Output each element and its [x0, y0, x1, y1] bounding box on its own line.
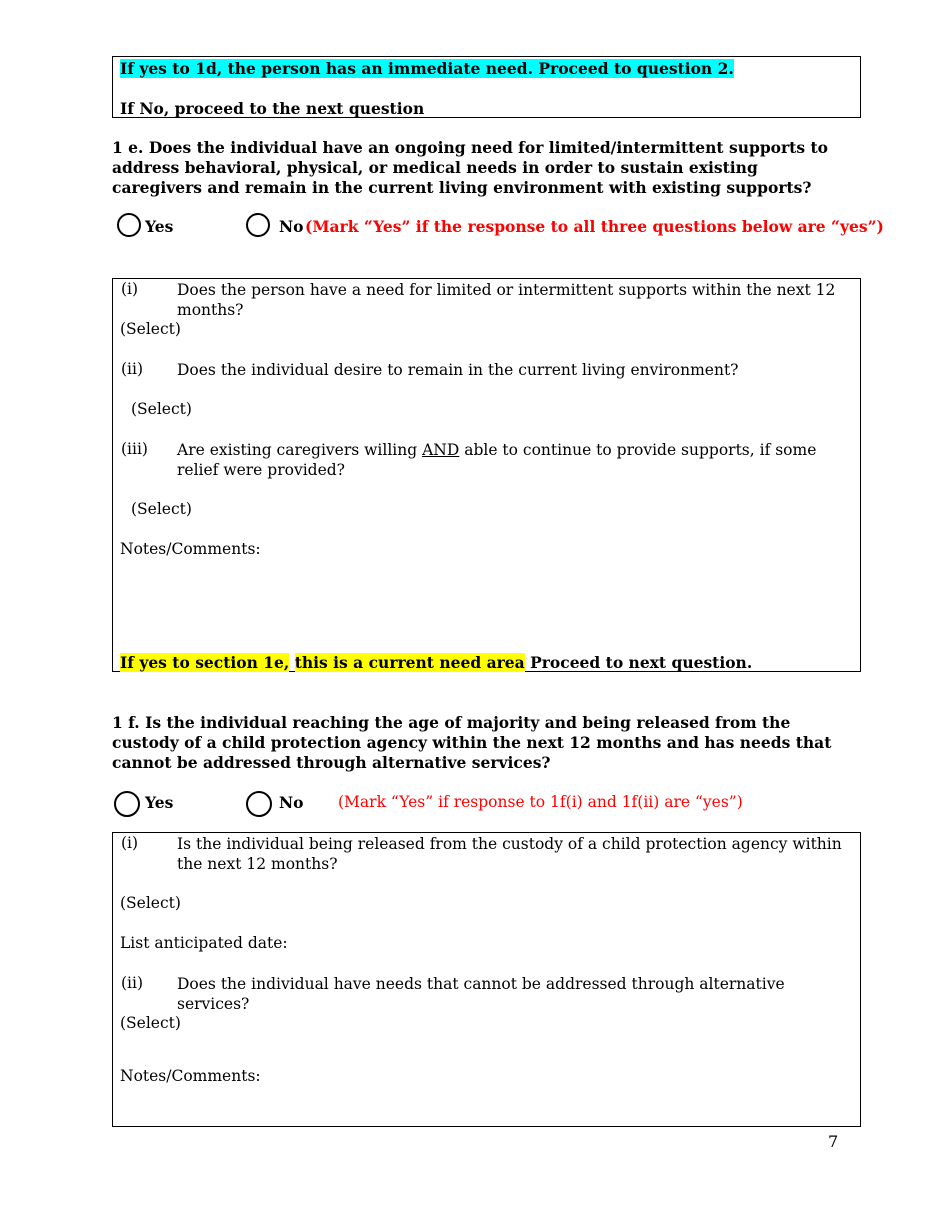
q1f-no-radio[interactable]: [246, 791, 272, 817]
q1e-notes-label: Notes/Comments:: [120, 540, 261, 558]
q1e-item-ii-num: (ii): [121, 360, 144, 378]
immediate-need-text: If yes to 1d, the person has an immediate need. Proceed to question 2.: [120, 59, 734, 78]
q1f-notes-label: Notes/Comments:: [120, 1067, 261, 1085]
q1f-item-i-num: (i): [121, 834, 139, 852]
q1e-yes-radio[interactable]: [117, 213, 141, 237]
q1e-no-radio[interactable]: [246, 213, 270, 237]
q1f-item-ii-num: (ii): [121, 974, 144, 992]
q1f-item-ii-text: Does the individual have needs that cannot be addressed through alternative services?: [177, 975, 785, 1013]
q1f-item-i-select[interactable]: (Select): [120, 894, 181, 912]
q1f-notes-area[interactable]: [120, 1089, 840, 1119]
q1f-details-box: [112, 832, 861, 1127]
q1f-instruction: (Mark “Yes” if response to 1f(i) and 1f(ii) are “yes”): [338, 793, 743, 811]
q1e-item-iii-text: Are existing caregivers willing AND able to continue to provide supports, if some relief were provided?: [177, 441, 817, 479]
q1f-anticipated-date-label: List anticipated date:: [120, 934, 288, 952]
q1e-item-i-text: Does the person have a need for limited or intermittent supports within the next 12 months?: [177, 281, 836, 319]
q1e-details-box: [112, 278, 861, 672]
q1e-item-i-num: (i): [121, 280, 139, 298]
proceed-next-text: If No, proceed to the next question: [120, 99, 425, 118]
question-1e: 1 e. Does the individual have an ongoing need for limited/intermittent supports to address behavioral, physical, or medical needs in order to sustain existing caregivers and remain in the current living environment with existing supports?: [112, 138, 828, 197]
q1e-item-ii-select[interactable]: (Select): [131, 400, 192, 418]
q1f-item-i-text: Is the individual being released from the custody of a child protection agency within the next 12 months?: [177, 835, 842, 873]
q1f-item-ii-select[interactable]: (Select): [120, 1014, 181, 1032]
q1e-item-i-select[interactable]: (Select): [120, 320, 181, 338]
q1f-no-label: No: [279, 793, 304, 812]
q1e-instruction: (Mark “Yes” if the response to all three questions below are “yes”): [305, 217, 884, 236]
q1e-yes-label: Yes: [145, 217, 174, 236]
q1e-item-ii-text: Does the individual desire to remain in the current living environment?: [177, 361, 739, 379]
q1f-yes-label: Yes: [145, 793, 174, 812]
q1e-item-iii-num: (iii): [121, 440, 148, 458]
q1f-yes-radio[interactable]: [114, 791, 140, 817]
q1e-notes-area[interactable]: [120, 547, 840, 627]
page-number: 7: [828, 1132, 839, 1151]
question-1f: 1 f. Is the individual reaching the age of majority and being released from the custody of a child protection agency within the next 12 months and has needs that cannot be addressed through alternative services?: [112, 713, 832, 772]
q1e-item-iii-select[interactable]: (Select): [131, 500, 192, 518]
q1e-no-label: No: [279, 217, 304, 236]
immediate-need-box: [112, 56, 861, 118]
q1e-footer: If yes to section 1e, this is a current need area Proceed to next question.: [120, 653, 753, 672]
